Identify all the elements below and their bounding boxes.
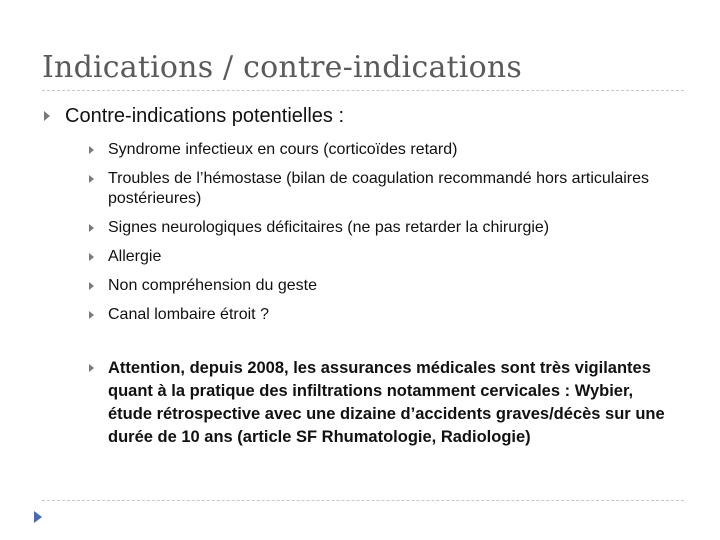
slide-title: Indications / contre-indications — [42, 50, 522, 85]
triangle-bullet-icon — [89, 364, 94, 372]
slide-content — [44, 103, 684, 449]
play-arrow-icon[interactable] — [34, 511, 42, 523]
list-item-text: Troubles de l’hémostase (bilan de coagulation recommandé hors articulaires postérieures) — [108, 170, 650, 207]
list-item-text: Syndrome infectieux en cours (corticoïdes retard) — [108, 141, 458, 158]
list-item — [89, 247, 668, 267]
triangle-bullet-icon — [89, 311, 94, 319]
list-item-text: Signes neurologiques déficitaires (ne pas retarder la chirurgie) — [108, 219, 550, 236]
list-item — [89, 276, 668, 296]
triangle-bullet-icon — [44, 111, 50, 121]
list-item — [89, 140, 668, 160]
footer-divider — [42, 500, 684, 501]
heading-text: Contre-indications potentielles : — [65, 105, 345, 127]
triangle-bullet-icon — [89, 224, 94, 232]
triangle-bullet-icon — [89, 175, 94, 183]
warning-text: Attention, depuis 2008, les assurances médicales sont très vigilantes quant à la pratique des infiltrations notamment cervicales : Wybier, étude rétrospective avec une dizaine d’accidents graves/décès sur une durée de 10 ans (article SF Rhumatologie, Radiologie) — [108, 359, 665, 446]
list-item — [89, 218, 668, 238]
triangle-bullet-icon — [89, 146, 94, 154]
list-item — [89, 305, 668, 325]
list-item-text: Allergie — [108, 248, 162, 265]
bullet-heading — [44, 103, 684, 129]
contraindication-list — [44, 140, 684, 449]
triangle-bullet-icon — [89, 253, 94, 261]
list-item — [89, 169, 668, 209]
list-item-text: Canal lombaire étroit ? — [108, 306, 269, 323]
list-item-text: Non compréhension du geste — [108, 277, 318, 294]
title-divider — [42, 90, 684, 91]
warning-item — [89, 357, 670, 449]
triangle-bullet-icon — [89, 282, 94, 290]
